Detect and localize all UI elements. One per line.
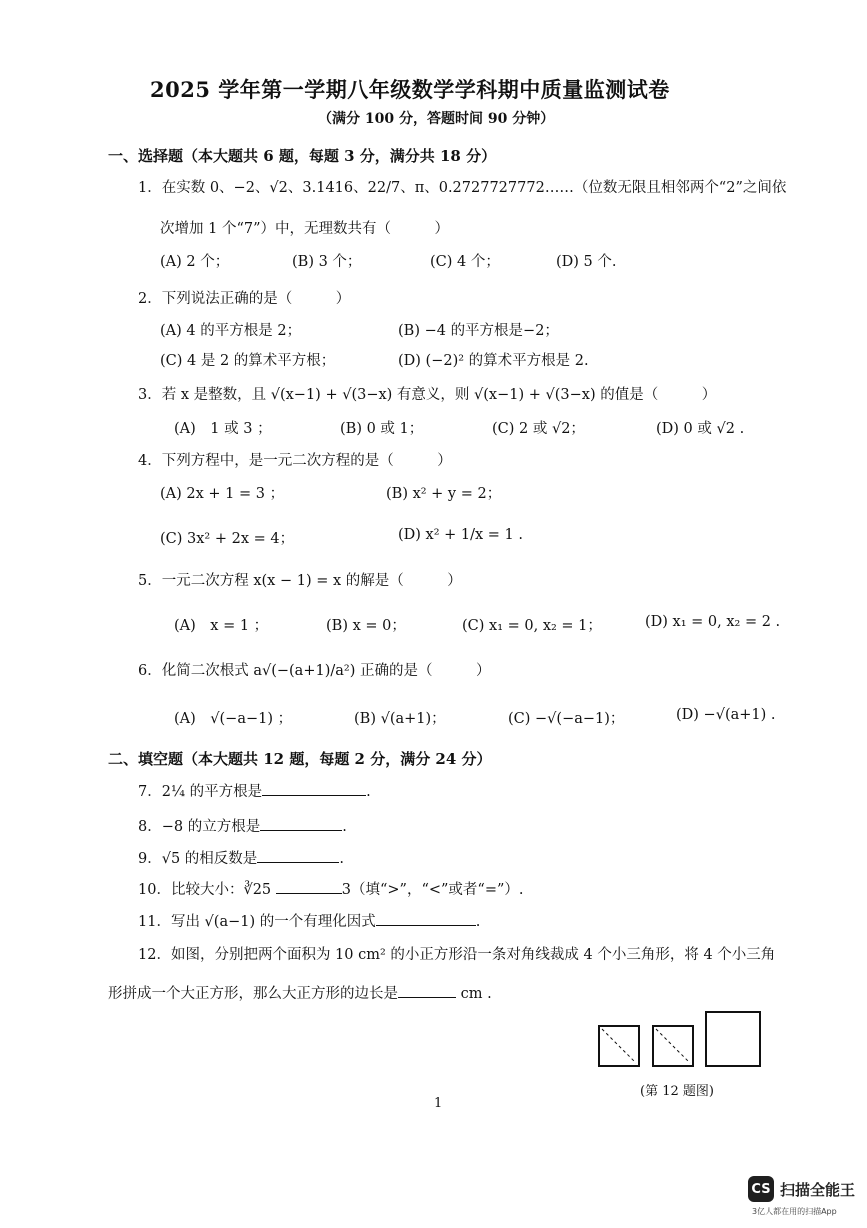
q5-option-b: (B) x = 0； xyxy=(326,618,406,634)
q2-option-d: (D) (−2)² 的算术平方根是 2. xyxy=(398,353,589,369)
q2-stem: 2．下列说法正确的是（ ） xyxy=(138,291,351,307)
q6-option-d: (D) −√(a+1) . xyxy=(676,707,776,723)
q8-answer-blank[interactable] xyxy=(260,816,342,831)
q9-stem: 9．√5 的相反数是 xyxy=(138,851,258,867)
q12-stem-line2: 形拼成一个大正方形，那么大正方形的边长是 xyxy=(108,986,398,1002)
section1-heading: 一、选择题（本大题共 6 题，每题 3 分，满分共 18 分） xyxy=(108,147,497,165)
q10-row xyxy=(138,878,524,899)
q4-option-c: (C) 3x² + 2x = 4； xyxy=(160,531,295,547)
q11-row xyxy=(138,910,480,931)
q2-option-a: (A) 4 的平方根是 2； xyxy=(160,323,302,339)
q5-option-c: (C) x₁ = 0, x₂ = 1； xyxy=(462,618,602,634)
q8-period: . xyxy=(342,819,347,835)
q1-option-d: (D) 5 个. xyxy=(556,254,617,270)
figure-small-square-2 xyxy=(652,1025,694,1067)
page-number: 1 xyxy=(434,1096,443,1111)
figure-caption: (第 12 题图) xyxy=(640,1084,714,1099)
q3-option-a: (A) 1 或 3 ； xyxy=(174,421,272,437)
q7-stem: 7．2¼ 的平方根是 xyxy=(138,784,263,800)
q1-option-b: (B) 3 个； xyxy=(292,254,362,270)
q4-option-b: (B) x² + y = 2； xyxy=(386,486,502,502)
q5-stem: 5．一元二次方程 x(x − 1) = x 的解是（ ） xyxy=(138,573,462,589)
q1-option-c: (C) 4 个； xyxy=(430,254,500,270)
q10-answer-blank[interactable] xyxy=(276,879,342,894)
q5-option-d: (D) x₁ = 0, x₂ = 2 . xyxy=(645,614,781,630)
q5-option-a: (A) x = 1 ； xyxy=(174,618,269,634)
section2-heading: 二、填空题（本大题共 12 题，每题 2 分，满分 24 分） xyxy=(108,750,492,768)
q6-option-a: (A) √(−a−1) ； xyxy=(174,711,293,727)
q3-stem: 3．若 x 是整数，且 √(x−1) + √(3−x) 有意义，则 √(x−1) + √(3−x) 的值是（ ） xyxy=(138,387,717,403)
q11-answer-blank[interactable] xyxy=(376,911,476,926)
q3-option-b: (B) 0 或 1； xyxy=(340,421,424,437)
figure-large-square xyxy=(705,1011,761,1067)
q12-stem-line1: 12．如图，分别把两个面积为 10 cm² 的小正方形沿一条对角线裁成 4 个小三角形，将 4 个小三角 xyxy=(138,947,776,963)
scanner-tagline: 3亿人都在用的扫描App xyxy=(752,1207,837,1216)
q12-answer-blank[interactable] xyxy=(398,983,456,998)
q12-unit: cm . xyxy=(460,986,492,1002)
q1-stem-line2: 次增加 1 个“7”）中，无理数共有（ ） xyxy=(160,221,449,237)
diagonal-dashed-line xyxy=(654,1027,692,1065)
q11-stem: 11．写出 √(a−1) 的一个有理化因式 xyxy=(138,914,376,930)
q12-row xyxy=(108,982,492,1003)
q7-period: . xyxy=(366,784,371,800)
q7-row xyxy=(138,780,371,801)
q1-stem-line1: 1．在实数 0、−2、√2、3.1416、22/7、π、0.2727727772……（位数无限且相邻两个“2”之间依 xyxy=(138,180,787,196)
q9-period: . xyxy=(339,851,344,867)
q6-stem: 6．化简二次根式 a√(−(a+1)/a²) 正确的是（ ） xyxy=(138,663,491,679)
q7-answer-blank[interactable] xyxy=(262,781,366,796)
page-title: 2025 学年第一学期八年级数学学科期中质量监测试卷 xyxy=(150,77,670,102)
q10-stem: 10．比较大小：∛25 xyxy=(138,882,272,898)
page-subtitle: （满分 100 分，答题时间 90 分钟） xyxy=(318,111,555,127)
figure-small-square-1 xyxy=(598,1025,640,1067)
q2-option-b: (B) −4 的平方根是−2； xyxy=(398,323,559,339)
q1-option-a: (A) 2 个； xyxy=(160,254,230,270)
q10-stem-tail: 3（填“>”，“<”或者“=”）. xyxy=(341,882,524,898)
q8-row xyxy=(138,815,347,836)
q4-stem: 4．下列方程中，是一元二次方程的是（ ） xyxy=(138,453,452,469)
q9-row xyxy=(138,847,344,868)
q6-option-b: (B) √(a+1)； xyxy=(354,711,446,727)
q3-option-c: (C) 2 或 √2； xyxy=(492,421,585,437)
q2-option-c: (C) 4 是 2 的算术平方根； xyxy=(160,353,336,369)
q11-period: . xyxy=(475,914,481,930)
scanner-watermark xyxy=(748,1176,855,1202)
q9-answer-blank[interactable] xyxy=(257,848,339,863)
diagonal-dashed-line xyxy=(600,1027,638,1065)
scanner-app-name: 扫描全能王 xyxy=(780,1180,856,1199)
scanner-logo-icon: CS xyxy=(748,1176,774,1202)
q4-option-d: (D) x² + 1/x = 1 . xyxy=(398,527,524,543)
q6-option-c: (C) −√(−a−1)； xyxy=(508,711,625,727)
q3-option-d: (D) 0 或 √2 . xyxy=(656,421,745,437)
q4-option-a: (A) 2x + 1 = 3 ； xyxy=(160,486,285,502)
q8-stem: 8．−8 的立方根是 xyxy=(138,819,261,835)
